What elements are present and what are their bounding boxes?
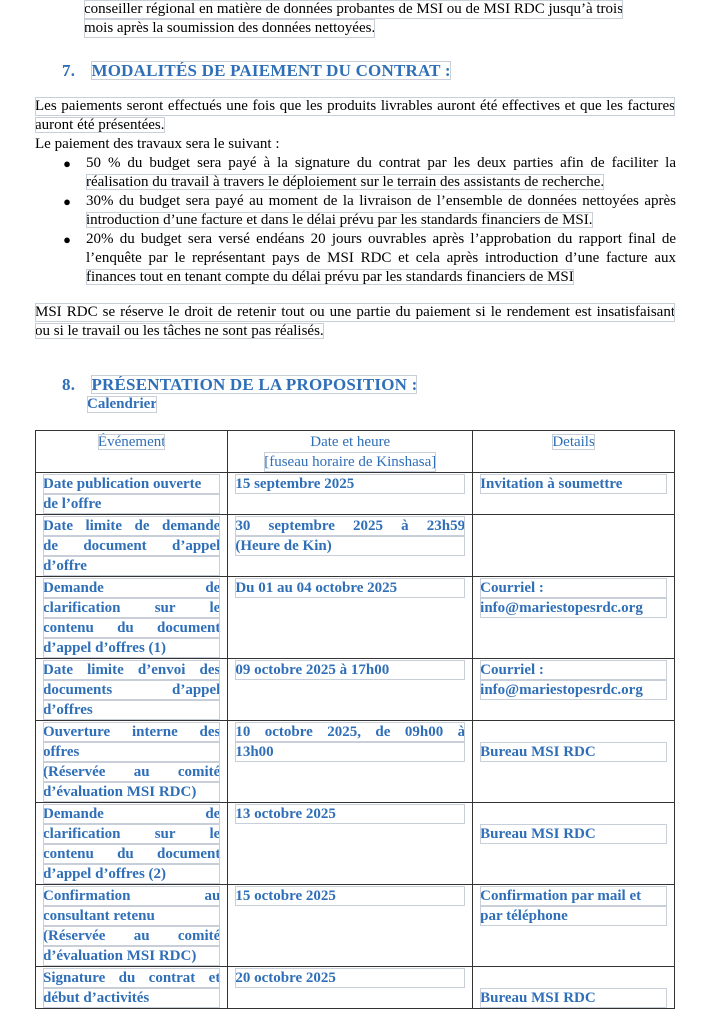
table-header-row	[36, 431, 675, 473]
date-cell: 10 octobre 2025, de 09h00 à 13h00	[228, 721, 473, 803]
header-details: Details	[473, 431, 675, 473]
date-cell: 13 octobre 2025	[228, 803, 473, 885]
details-cell: Bureau MSI RDC	[473, 721, 675, 803]
details-cell: Bureau MSI RDC	[473, 803, 675, 885]
intro-line-2: mois après la soumission des données nettoyées.	[84, 20, 376, 36]
intro-line-1: conseiller régional en matière de données probantes de MSI ou de MSI RDC jusqu’à trois	[84, 1, 624, 17]
details-cell: Bureau MSI RDC	[473, 967, 675, 1009]
email-link[interactable]: info@mariestopesrdc.org	[480, 598, 667, 618]
event-cell: Confirmation au consultant retenu (Réservée au comité d’évaluation MSI RDC)	[36, 885, 228, 967]
event-cell: Demande de clarification sur le contenu du document d’appel d’offres (1)	[36, 577, 228, 659]
bullet-1-line-1: 50 % du budget sera payé à la signature du contrat par les deux parties afin de faciliter la	[86, 155, 676, 171]
header-date: Date et heure [fuseau horaire de Kinshasa]	[228, 431, 473, 473]
details-cell	[473, 515, 675, 577]
list-item	[62, 154, 676, 192]
bullet-3-line-3: finances tout en tenant compte du délai prévu par les standards financiers de MSI	[86, 269, 574, 285]
list-item	[62, 230, 676, 287]
date-cell: 30 septembre 2025 à 23h59 (Heure de Kin)	[228, 515, 473, 577]
event-cell: Date limite de demande de document d’appel d’offre	[36, 515, 228, 577]
email-link[interactable]: info@mariestopesrdc.org	[480, 680, 667, 700]
bullet-icon: ●	[63, 232, 71, 247]
event-cell: Demande de clarification sur le contenu du document d’appel d’offres (2)	[36, 803, 228, 885]
section-8-title: PRÉSENTATION DE LA PROPOSITION :	[91, 375, 418, 394]
details-cell: Courriel : info@mariestopesrdc.org	[473, 577, 675, 659]
section-7-number: 7.	[62, 61, 76, 80]
retention-paragraph	[35, 303, 675, 341]
date-cell: 15 octobre 2025	[228, 885, 473, 967]
header-event: Événement	[36, 431, 228, 473]
table-row	[36, 803, 675, 885]
table-row	[36, 473, 675, 515]
table-row	[36, 721, 675, 803]
date-cell: 09 octobre 2025 à 17h00	[228, 659, 473, 721]
schedule-table	[35, 430, 675, 1009]
details-cell: Courriel : info@mariestopesrdc.org	[473, 659, 675, 721]
retention-line-1: MSI RDC se réserve le droit de retenir tout ou une partie du paiement si le rendement est insatisfaisant	[35, 304, 675, 320]
bullet-3-line-1: 20% du budget sera versé endéans 20 jours ouvrables après l’approbation du rapport final de	[86, 231, 676, 247]
date-cell: 15 septembre 2025	[228, 473, 473, 515]
bullet-2-line-1: 30% du budget sera payé au moment de la livraison de l’ensemble de données nettoyées après	[86, 193, 676, 209]
table-row	[36, 885, 675, 967]
payment-line-1: Les paiements seront effectués une fois que les produits livrables auront été effectives et que les factures	[35, 98, 675, 114]
section-7-title: MODALITÉS DE PAIEMENT DU CONTRAT :	[91, 61, 451, 80]
list-item	[62, 192, 676, 230]
event-cell: Signature du contrat et début d’activités	[36, 967, 228, 1009]
payment-paragraph	[35, 97, 675, 154]
section-8-heading	[62, 375, 417, 395]
intro-paragraph	[84, 0, 674, 38]
section-7-heading	[62, 61, 451, 81]
table-row	[36, 967, 675, 1009]
bullet-2-line-2: introduction d’une facture et dans le délai prévu par les standards financiers de MSI.	[86, 212, 593, 228]
event-cell: Date publication ouverte de l’offre	[36, 473, 228, 515]
payment-schedule-intro: Le paiement des travaux sera le suivant :	[35, 136, 280, 152]
details-cell: Invitation à soumettre	[473, 473, 675, 515]
bullet-icon: ●	[63, 194, 71, 209]
payment-line-2: auront été présentées.	[35, 117, 165, 133]
event-cell: Date limite d’envoi des documents d’appel d’offres	[36, 659, 228, 721]
table-row	[36, 577, 675, 659]
date-cell: Du 01 au 04 octobre 2025	[228, 577, 473, 659]
bullet-icon: ●	[63, 156, 71, 171]
bullet-3-line-2: l’enquête par le représentant pays de MSI RDC et cela après introduction d’une facture aux	[86, 250, 676, 266]
retention-line-2: ou si le travail ou les tâches ne sont pas réalisés.	[35, 323, 324, 339]
table-row	[36, 659, 675, 721]
date-cell: 20 octobre 2025	[228, 967, 473, 1009]
details-cell: Confirmation par mail et par téléphone	[473, 885, 675, 967]
table-row	[36, 515, 675, 577]
payment-bullet-list	[62, 154, 676, 287]
calendar-subtitle: Calendrier	[87, 396, 157, 412]
section-8-number: 8.	[62, 375, 76, 394]
event-cell: Ouverture interne des offres (Réservée au comité d’évaluation MSI RDC)	[36, 721, 228, 803]
bullet-1-line-2: réalisation du travail à travers le déploiement sur le terrain des assistants de recherche.	[86, 174, 605, 190]
